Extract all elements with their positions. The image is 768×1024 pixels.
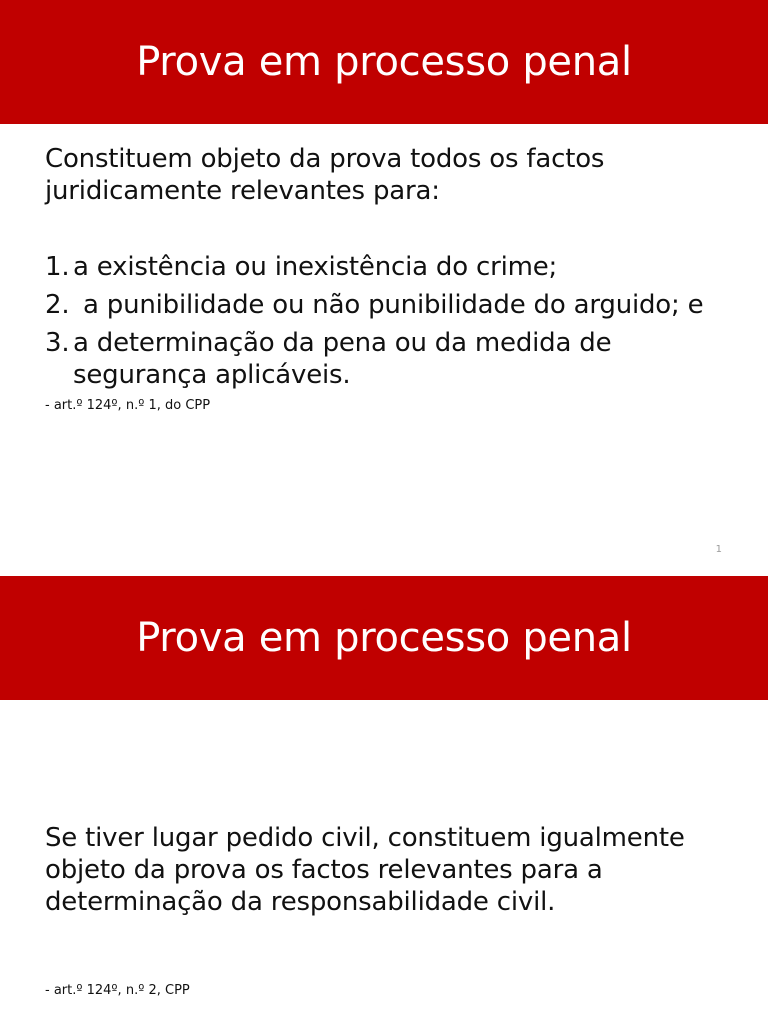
slide-content	[45, 822, 735, 918]
intro-paragraph: Constituem objeto da prova todos os factos juridicamente relevantes para:	[45, 144, 605, 206]
list-item-text: a existência ou inexistência do crime;	[73, 252, 558, 282]
legal-citation: - art.º 124º, n.º 1, do CPP	[45, 398, 211, 413]
slide-title-bar	[0, 576, 768, 700]
slide-2	[0, 576, 768, 1024]
list-item-number: 1.	[45, 252, 70, 282]
body-paragraph: Se tiver lugar pedido civil, constituem igualmente objeto da prova os factos relevantes para a determinação da responsabilidade civil.	[45, 823, 685, 917]
slide-title: Prova em processo penal	[136, 39, 632, 85]
list-item	[45, 289, 735, 321]
list-item-number: 3.	[45, 328, 70, 358]
list-item-text: a determinação da pena ou da medida de segurança aplicáveis.	[73, 328, 612, 390]
slide-title-bar	[0, 0, 768, 124]
legal-citation: - art.º 124º, n.º 2, CPP	[45, 983, 190, 998]
slide-content	[45, 143, 735, 415]
list-item-number: 2.	[45, 290, 70, 320]
list-item	[45, 327, 735, 391]
list-item	[45, 251, 735, 283]
slide-title: Prova em processo penal	[136, 615, 632, 661]
slide-number: 1	[715, 544, 722, 555]
criteria-list	[45, 251, 735, 391]
list-item-text: a punibilidade ou não punibilidade do arguido; e	[83, 290, 704, 320]
